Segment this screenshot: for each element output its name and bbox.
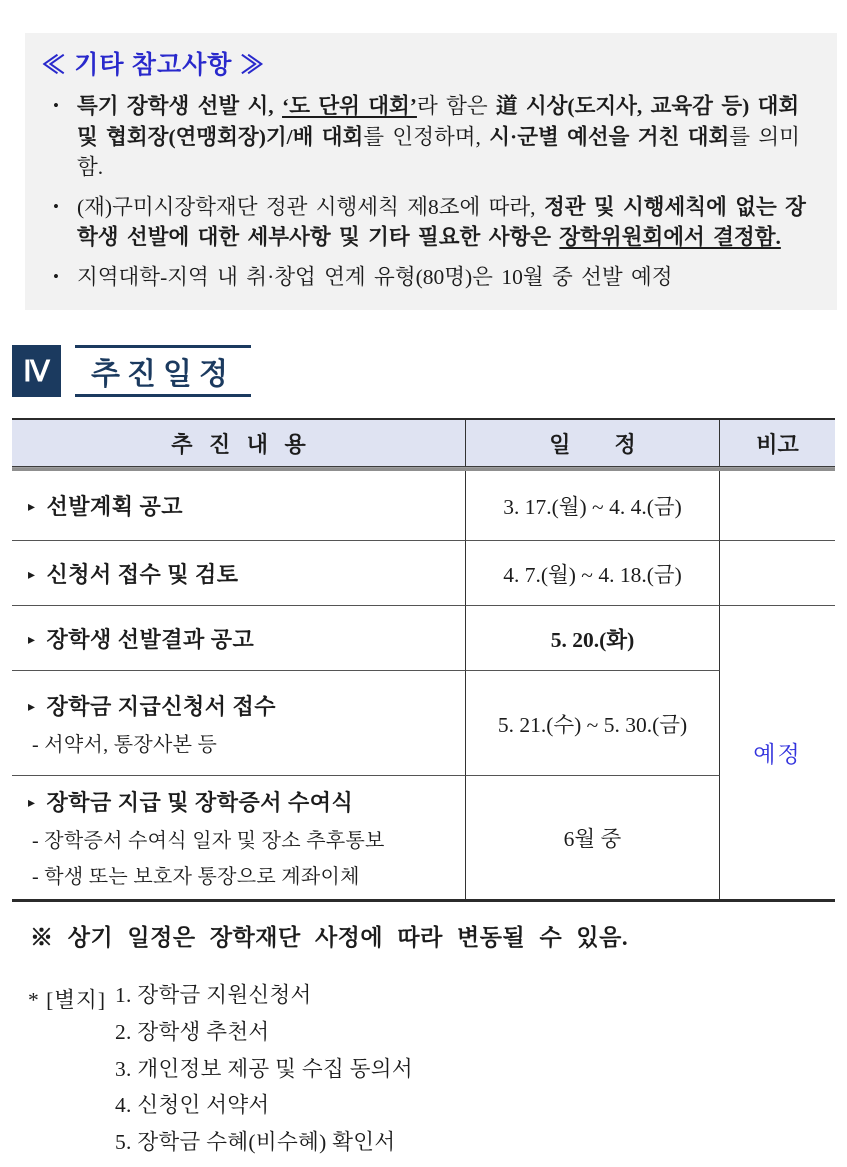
row-sub-label: - 서약서, 통장사본 등 — [32, 733, 218, 756]
triangle-bullet-icon: ▸ — [28, 699, 36, 715]
table-row-note — [720, 471, 835, 541]
notice-box — [25, 33, 837, 310]
table-header-content: 추 진 내 용 — [12, 420, 466, 466]
table-merged-note-cell: 예정 — [753, 742, 802, 768]
notice-bullet-1-text: 특기 장학생 선발 시, ‘도 단위 대회’라 함은 道 시상(도지사, 교육감 등) 대회 및 협회장(연맹회장)기/배 대회를 인정하며, 시·군별 예선을 거친 대회를 의미함. — [77, 94, 800, 180]
table-row-content — [12, 776, 466, 899]
attachment-item: 3. 개인정보 제공 및 수집 동의서 — [115, 1056, 413, 1081]
row-main-label: 선발계획 공고 — [46, 494, 184, 520]
table-row-content — [12, 471, 466, 541]
table-row-content — [12, 541, 466, 606]
table-row-content — [12, 671, 466, 776]
notice-bullet-3-text: 지역대학-지역 내 취·창업 연계 유형(80명)은 10월 중 선발 예정 — [77, 264, 673, 289]
table-row-schedule: 5. 21.(수) ~ 5. 30.(금) — [466, 671, 720, 776]
attachment-item: 5. 장학금 수혜(비수혜) 확인서 — [115, 1130, 396, 1155]
table-row-schedule: 4. 7.(월) ~ 4. 18.(금) — [466, 541, 720, 606]
document-page — [0, 33, 847, 1167]
triangle-bullet-icon: ▸ — [28, 567, 36, 583]
table-row-schedule: 5. 20.(화) — [466, 606, 720, 671]
attachments-list — [28, 983, 847, 1167]
attachments-prefix: * [별지] — [28, 988, 106, 1013]
notice-bullet-2 — [53, 192, 821, 253]
schedule-change-footnote: ※ 상기 일정은 장학재단 사정에 따라 변동될 수 있음. — [30, 925, 629, 951]
table-row-content — [12, 606, 466, 671]
attachment-item: 4. 신청인 서약서 — [115, 1093, 270, 1118]
triangle-bullet-icon: ▸ — [28, 632, 36, 648]
attachment-item: 1. 장학금 지원신청서 — [115, 983, 312, 1008]
notice-bullet-2-text: (재)구미시장학재단 정관 시행세칙 제8조에 따라, 정관 및 시행세칙에 없는 장학생 선발에 대한 세부사항 및 기타 필요한 사항은 장학위원회에서 결정함. — [77, 194, 806, 250]
row-sub-label: - 장학증서 수여식 일자 및 장소 추후통보 — [32, 830, 385, 853]
row-main-label: 장학금 지급 및 장학증서 수여식 — [46, 790, 354, 816]
bullet-icon: • — [53, 96, 59, 115]
table-row-note — [720, 541, 835, 606]
notice-bullet-1 — [53, 91, 821, 183]
row-main-label: 장학금 지급신청서 접수 — [46, 693, 277, 719]
section-numeral-badge: Ⅳ — [12, 345, 61, 397]
row-sub-label: - 학생 또는 보호자 통장으로 계좌이체 — [32, 866, 360, 889]
bullet-icon: • — [53, 196, 59, 216]
bullet-icon: • — [53, 266, 59, 286]
notice-bullet-3 — [53, 262, 821, 293]
schedule-table — [12, 418, 835, 902]
table-row-schedule: 6월 중 — [466, 776, 720, 899]
row-main-label: 장학생 선발결과 공고 — [46, 626, 255, 652]
notice-title: ≪ 기타 참고사항 ≫ — [41, 52, 266, 79]
section-title: 추진일정 — [75, 345, 251, 397]
table-header-note: 비고 — [720, 420, 835, 466]
row-main-label: 신청서 접수 및 검토 — [46, 561, 239, 587]
table-row-schedule: 3. 17.(월) ~ 4. 4.(금) — [466, 471, 720, 541]
section-header — [12, 345, 847, 397]
triangle-bullet-icon: ▸ — [28, 796, 36, 812]
table-header-schedule: 일 정 — [466, 420, 720, 466]
triangle-bullet-icon: ▸ — [28, 500, 36, 516]
attachment-item: 2. 장학생 추천서 — [115, 1019, 270, 1044]
